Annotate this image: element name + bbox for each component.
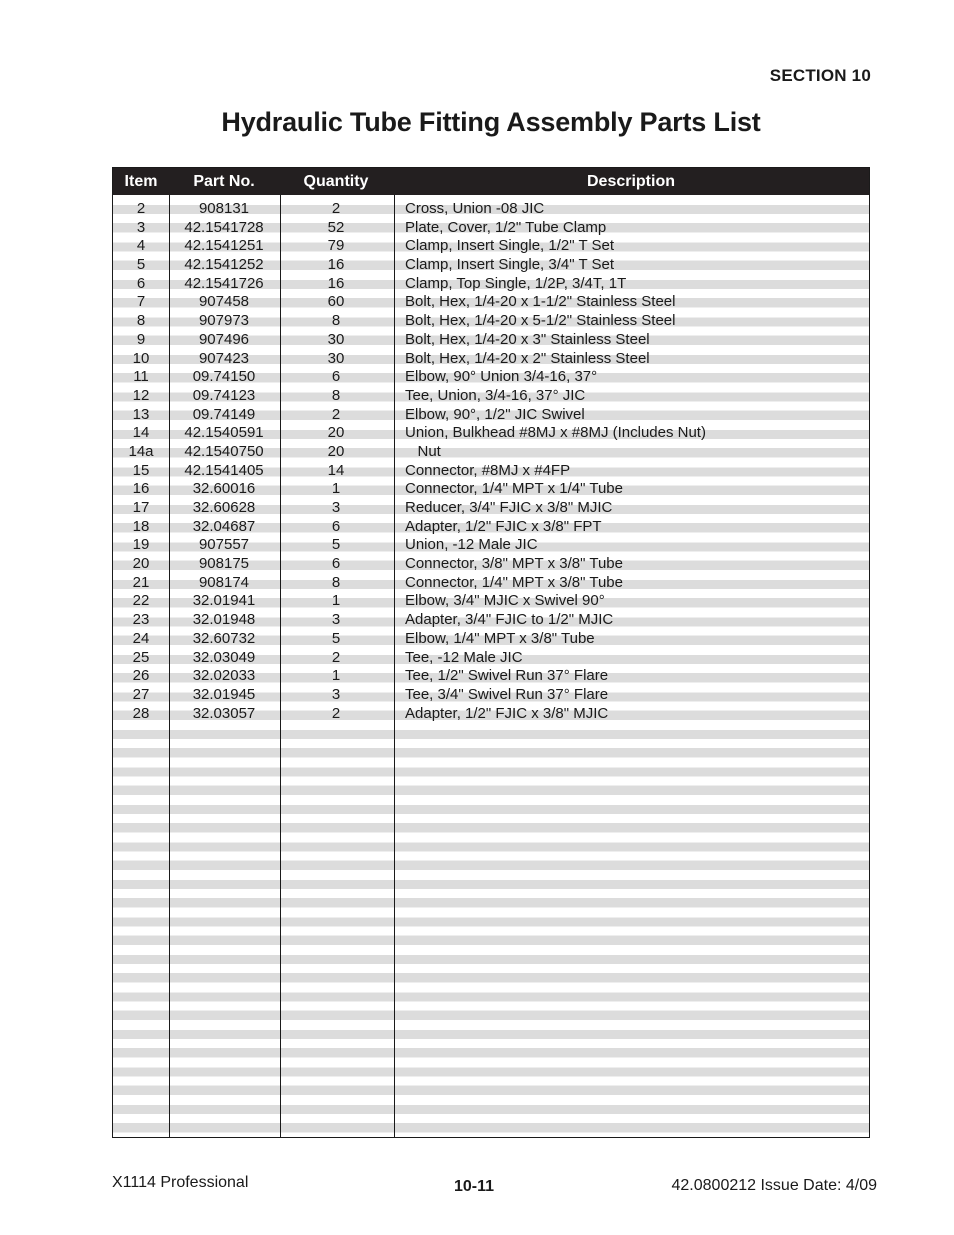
- cell-item: 2: [136, 200, 146, 217]
- cell-part-no: 42.1541728: [184, 218, 264, 236]
- cell-item: 10: [132, 349, 150, 367]
- cell-part-no: 907557: [198, 536, 250, 554]
- cell-item: 18: [132, 517, 150, 535]
- cell-description: Clamp, Top Single, 1/2P, 3/4T, 1T: [405, 274, 627, 292]
- cell-item: 21: [132, 573, 150, 591]
- table-row: [113, 499, 869, 518]
- cell-quantity: 2: [331, 200, 341, 217]
- cell-part-no: 09.74149: [192, 405, 256, 423]
- cell-item: 16: [132, 480, 150, 498]
- cell-description: Adapter, 1/2" FJIC x 3/8" FPT: [405, 517, 602, 535]
- cell-item: 14a: [128, 442, 154, 460]
- cell-part-no: 32.01948: [192, 611, 256, 629]
- table-row: [113, 275, 869, 294]
- cell-item: 5: [136, 256, 146, 274]
- cell-item: 3: [136, 218, 146, 236]
- cell-quantity: 1: [331, 667, 341, 685]
- table-row: [113, 574, 869, 593]
- cell-quantity: 6: [331, 555, 341, 573]
- table-row: [113, 331, 869, 350]
- cell-description: Tee, 3/4" Swivel Run 37° Flare: [405, 685, 609, 703]
- cell-quantity: 8: [331, 573, 341, 591]
- cell-part-no: 09.74123: [192, 386, 256, 404]
- cell-part-no: 42.1541251: [184, 237, 264, 255]
- cell-part-no: 32.04687: [192, 517, 256, 535]
- cell-quantity: 20: [327, 442, 345, 460]
- table-row: [113, 406, 869, 425]
- table-row: [113, 705, 869, 724]
- cell-description: Bolt, Hex, 1/4-20 x 1-1/2" Stainless Steel: [405, 293, 676, 311]
- page-title: Hydraulic Tube Fitting Assembly Parts List: [221, 107, 761, 137]
- table-row: [113, 200, 869, 219]
- table-row: [113, 536, 869, 555]
- cell-item: 7: [136, 293, 146, 311]
- cell-part-no: 32.03049: [192, 648, 256, 666]
- table-row: [113, 480, 869, 499]
- cell-quantity: 1: [331, 592, 341, 610]
- cell-part-no: 907458: [198, 293, 250, 311]
- cell-quantity: 3: [331, 611, 341, 629]
- cell-description: Tee, 1/2" Swivel Run 37° Flare: [405, 667, 609, 685]
- section-label: SECTION 10: [769, 66, 871, 85]
- cell-part-no: 42.1541726: [184, 274, 264, 292]
- cell-part-no: 908175: [198, 555, 250, 573]
- cell-part-no: 907973: [198, 312, 250, 330]
- column-header-item: Item: [124, 172, 158, 190]
- cell-item: 25: [132, 648, 150, 666]
- cell-part-no: 32.03057: [192, 704, 256, 722]
- cell-part-no: 908174: [198, 573, 250, 591]
- cell-description: Bolt, Hex, 1/4-20 x 3" Stainless Steel: [405, 330, 650, 348]
- cell-item: 8: [136, 312, 146, 330]
- table-row: [113, 443, 869, 462]
- cell-item: 20: [132, 555, 150, 573]
- cell-description: Plate, Cover, 1/2" Tube Clamp: [405, 218, 607, 236]
- cell-part-no: 32.01945: [192, 685, 256, 703]
- column-header-quantity: Quantity: [303, 172, 369, 190]
- cell-quantity: 2: [331, 648, 341, 666]
- column-header-part-no: Part No.: [193, 172, 255, 190]
- cell-description: Connector, 1/4" MPT x 1/4" Tube: [405, 480, 623, 498]
- footer-doc-issue: 42.0800212 Issue Date: 4/09: [671, 1177, 877, 1194]
- cell-item: 13: [132, 405, 150, 423]
- cell-quantity: 3: [331, 685, 341, 703]
- cell-part-no: 907423: [198, 349, 250, 367]
- table-row: [113, 312, 869, 331]
- cell-item: 6: [136, 274, 146, 292]
- cell-description: Adapter, 3/4" FJIC to 1/2" MJIC: [405, 611, 614, 629]
- cell-quantity: 30: [327, 330, 345, 348]
- cell-description: Clamp, Insert Single, 1/2" T Set: [405, 237, 615, 255]
- cell-part-no: 32.02033: [192, 667, 256, 685]
- cell-description: Elbow, 90°, 1/2" JIC Swivel: [405, 405, 585, 423]
- table-row: [113, 293, 869, 312]
- cell-part-no: 42.1540750: [184, 442, 264, 460]
- table-row: [113, 237, 869, 256]
- table-row: [113, 387, 869, 406]
- cell-item: 23: [132, 611, 150, 629]
- cell-part-no: 908131: [198, 200, 250, 217]
- table-row: [113, 630, 869, 649]
- cell-item: 27: [132, 685, 150, 703]
- table-row: [113, 424, 869, 443]
- cell-item: 11: [133, 368, 149, 386]
- table-body: [113, 195, 869, 1137]
- table-rows: [113, 200, 869, 723]
- cell-part-no: 09.74150: [192, 368, 256, 386]
- column-header-description: Description: [586, 172, 675, 190]
- table-row: [113, 368, 869, 387]
- cell-description: Cross, Union -08 JIC: [405, 200, 545, 217]
- cell-item: 9: [136, 330, 146, 348]
- footer-model: X1114 Professional: [112, 1174, 249, 1191]
- cell-quantity: 5: [331, 536, 341, 554]
- cell-item: 17: [132, 499, 150, 516]
- cell-quantity: 3: [331, 499, 341, 516]
- cell-quantity: 6: [331, 517, 341, 535]
- table-row: [113, 611, 869, 630]
- cell-item: 19: [132, 536, 150, 554]
- cell-quantity: 52: [327, 218, 345, 236]
- cell-quantity: 2: [331, 704, 341, 722]
- cell-quantity: 20: [327, 424, 345, 442]
- cell-quantity: 30: [327, 349, 345, 367]
- cell-quantity: 6: [331, 368, 341, 386]
- table-row: [113, 555, 869, 574]
- table-row: [113, 649, 869, 668]
- cell-description: Elbow, 1/4" MPT x 3/8" Tube: [405, 629, 595, 647]
- cell-item: 28: [132, 704, 150, 722]
- cell-description: Tee, Union, 3/4-16, 37° JIC: [405, 386, 586, 404]
- cell-quantity: 16: [327, 256, 345, 274]
- cell-item: 22: [132, 592, 150, 610]
- table-row: [113, 592, 869, 611]
- cell-description: Reducer, 3/4" FJIC x 3/8" MJIC: [405, 499, 613, 516]
- table-row: [113, 462, 869, 481]
- table-row: [113, 518, 869, 537]
- cell-quantity: 16: [327, 274, 345, 292]
- table-row: [113, 256, 869, 275]
- cell-part-no: 42.1541405: [184, 461, 264, 479]
- cell-item: 4: [136, 237, 146, 255]
- cell-quantity: 79: [327, 237, 345, 255]
- cell-part-no: 42.1540591: [184, 424, 264, 442]
- cell-part-no: 42.1541252: [184, 256, 264, 274]
- cell-description: Union, -12 Male JIC: [405, 536, 538, 554]
- cell-description: Tee, -12 Male JIC: [405, 648, 523, 666]
- cell-description: Connector, 1/4" MPT x 3/8" Tube: [405, 573, 623, 591]
- cell-item: 14: [132, 424, 150, 442]
- cell-quantity: 5: [331, 629, 341, 647]
- cell-description: Elbow, 3/4" MJIC x Swivel 90°: [405, 592, 605, 610]
- footer-page-number: 10-11: [454, 1178, 495, 1195]
- table-row: [113, 667, 869, 686]
- cell-quantity: 8: [331, 312, 341, 330]
- cell-description: Nut: [405, 442, 441, 460]
- table-row: [113, 219, 869, 238]
- cell-description: Adapter, 1/2" FJIC x 3/8" MJIC: [405, 704, 609, 722]
- cell-part-no: 907496: [198, 330, 250, 348]
- cell-item: 15: [132, 461, 150, 479]
- table-header-row: [113, 168, 869, 195]
- cell-description: Bolt, Hex, 1/4-20 x 5-1/2" Stainless Steel: [405, 312, 676, 330]
- cell-description: Connector, #8MJ x #4FP: [405, 461, 571, 479]
- cell-item: 26: [132, 667, 150, 685]
- cell-part-no: 32.60732: [192, 629, 256, 647]
- table-row: [113, 686, 869, 705]
- table-row: [113, 350, 869, 369]
- cell-quantity: 14: [327, 461, 345, 479]
- cell-description: Elbow, 90° Union 3/4-16, 37°: [405, 368, 598, 386]
- cell-description: Union, Bulkhead #8MJ x #8MJ (Includes Nut): [405, 424, 706, 442]
- cell-quantity: 60: [327, 293, 345, 311]
- cell-description: Connector, 3/8" MPT x 3/8" Tube: [405, 555, 623, 573]
- cell-part-no: 32.60016: [192, 480, 256, 498]
- cell-quantity: 1: [331, 480, 341, 498]
- cell-part-no: 32.01941: [192, 592, 256, 610]
- cell-quantity: 8: [331, 386, 341, 404]
- cell-description: Bolt, Hex, 1/4-20 x 2" Stainless Steel: [405, 349, 650, 367]
- cell-item: 24: [132, 629, 150, 647]
- cell-part-no: 32.60628: [192, 499, 256, 516]
- cell-item: 12: [132, 386, 150, 404]
- cell-description: Clamp, Insert Single, 3/4" T Set: [405, 256, 615, 274]
- cell-quantity: 2: [331, 405, 341, 423]
- parts-table: [112, 167, 870, 1138]
